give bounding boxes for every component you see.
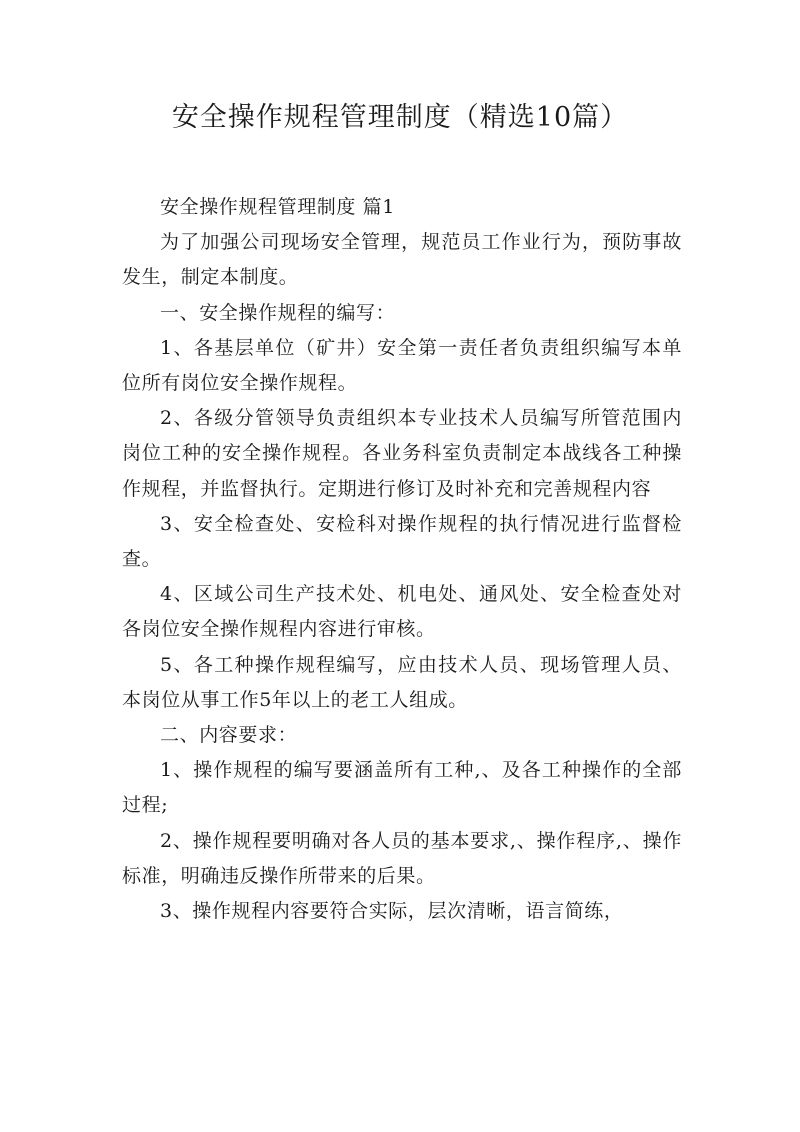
paragraph: 为了加强公司现场安全管理，规范员工作业行为，预防事故发生，制定本制度。 <box>122 231 682 289</box>
list-item: 1、操作规程的编写要涵盖所有工种,、及各工种操作的全部过程; <box>122 759 682 817</box>
document-title: 安全操作规程管理制度（精选10篇） <box>171 102 629 133</box>
list-item: 5、各工种操作规程编写，应由技术人员、现场管理人员、本岗位从事工作5年以上的老工人组成。 <box>122 653 682 711</box>
subsection-heading: 二、内容要求： <box>160 724 298 747</box>
list-item: 4、区域公司生产技术处、机电处、通风处、安全检查处对各岗位安全操作规程内容进行审核。 <box>122 583 682 641</box>
section-heading: 安全操作规程管理制度 篇1 <box>160 196 395 218</box>
subsection-heading: 一、安全操作规程的编写： <box>160 301 396 324</box>
list-item: 3、操作规程内容要符合实际，层次清晰，语言简练， <box>160 900 624 923</box>
list-item: 2、各级分管领导负责组织本专业技术人员编写所管范围内岗位工种的安全操作规程。各业务科室负责制定本战线各工种操作规程，并监督执行。定期进行修订及时补充和完善规程内容 <box>122 407 682 500</box>
list-item: 1、各基层单位（矿井）安全第一责任者负责组织编写本单位所有岗位安全操作规程。 <box>122 336 682 395</box>
document-body <box>122 190 682 929</box>
list-item: 3、安全检查处、安检科对操作规程的执行情况进行监督检查。 <box>122 512 682 571</box>
list-item: 2、操作规程要明确对各人员的基本要求,、操作程序,、操作标准，明确违反操作所带来的后果。 <box>122 829 682 887</box>
